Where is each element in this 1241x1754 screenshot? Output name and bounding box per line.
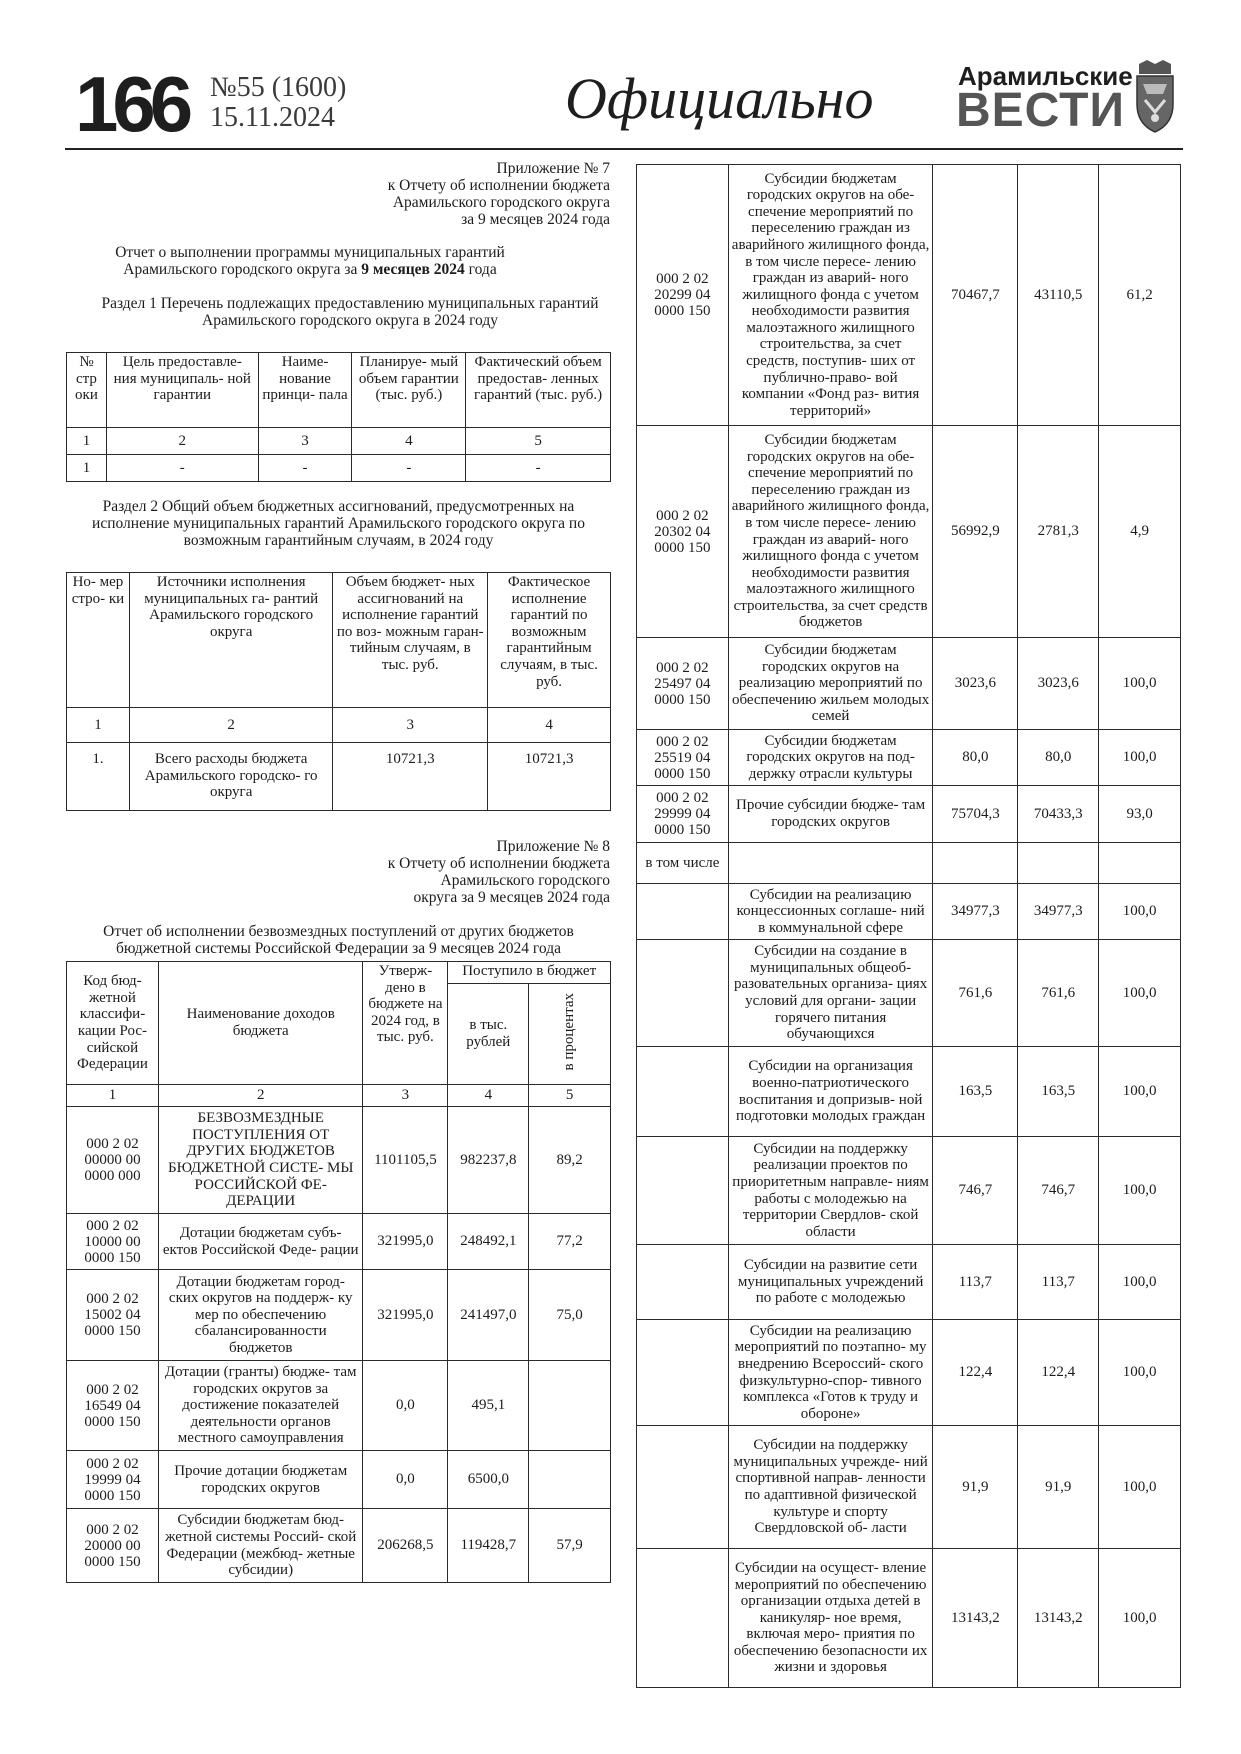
table-row: Субсидии на поддержку реализации проектов по приоритетным направле- ниям работы с молодежью на территории Свердлов- ской области 746,7 746,7 100,0 bbox=[637, 1137, 1181, 1245]
table-header-row: Но- мер стро- ки Источники исполнения муниципальных га- рантий Арамильского городского округа Объем бюджет- ных ассигнований на исполнение гарантий по воз- можным гаран- тийным случаям, в тыс. руб. Фактическое исполнение гарантий по возможным гарантийным случаям, в тыс. руб. bbox=[67, 573, 611, 708]
table-row: 000 2 02 10000 00 0000 150 Дотации бюджетам субъ- ектов Российской Феде- рации 321995,0 248492,1 77,2 bbox=[67, 1214, 611, 1270]
table-row: Субсидии на реализацию мероприятий по поэтапно- му внедрению Всероссий- ского физкультурно-спор- тивного комплекса «Готов к труду и обороне» 122,4 122,4 100,0 bbox=[637, 1320, 1181, 1426]
section-title: Официально bbox=[565, 66, 874, 131]
table-row: Субсидии на поддержку муниципальных учрежде- ний спортивной направ- ленности по адаптивной физической культуре и спорту Свердловской об- ласти 91,9 91,9 100,0 bbox=[637, 1426, 1181, 1549]
appendix8-reference: Приложение № 8 к Отчету об исполнении бюджета Арамильского городского округа за 9 месяцев 2024 года bbox=[387, 838, 610, 906]
table-index-row: 1 2 3 4 5 bbox=[67, 428, 611, 455]
table-row: 000 2 02 25497 04 0000 150 Субсидии бюджетам городских округов на реализацию мероприятий по обеспечению жильем молодых семей 3023,6 3023,6 100,0 bbox=[637, 638, 1181, 730]
issue-number: №55 (1600) bbox=[210, 72, 347, 103]
issue-date: 15.11.2024 bbox=[210, 102, 335, 133]
table-row: Субсидии на организация военно-патриотического воспитания и допризыв- ной подготовки молодых граждан 163,5 163,5 100,0 bbox=[637, 1047, 1181, 1137]
section2-title: Раздел 2 Общий объем бюджетных ассигнований, предусмотренных на исполнение муниципальных гарантий Арамильского городского округа по возможным гарантийным случаям, в 2024 году bbox=[92, 498, 585, 549]
table-row: в том числе bbox=[637, 843, 1181, 884]
appendix7-reference: Приложение № 7 к Отчету об исполнении бюджета Арамильского городского округа за 9 месяцев 2024 года bbox=[387, 160, 610, 228]
transfers-table bbox=[66, 961, 611, 1583]
table-header-subrow: в тыс. рублей в процентах bbox=[67, 984, 611, 1085]
guarantee-allocations-table bbox=[66, 572, 611, 811]
page-number: 166 bbox=[75, 60, 188, 148]
newspaper-logo-top: Арамильские bbox=[958, 61, 1133, 91]
table-row: 000 2 02 19999 04 0000 150 Прочие дотации бюджетам городских округов 0,0 6500,0 bbox=[67, 1451, 611, 1509]
table-index-row: 1 2 3 4 5 bbox=[67, 1085, 611, 1107]
transfers-table-continued bbox=[636, 164, 1181, 1688]
table-row: 000 2 02 20299 04 0000 150 Субсидии бюджетам городских округов на обе- спечение мероприятий по переселению граждан из аварийного жилищного фонда, в том числе пересе- лению граждан из аварий- ного жилищного фонда с учетом необходимости развития малоэтажного жилищного строительства, за счет средств, поступив- ших от публично-право- вой компании «Фонд раз- вития территорий» 70467,7 43110,5 61,2 bbox=[637, 165, 1181, 426]
coat-of-arms-icon bbox=[1133, 60, 1177, 134]
table-row: 000 2 02 20000 00 0000 150 Субсидии бюджетам бюд- жетной системы Россий- ской Федерации (межбюд- жетные субсидии) 206268,5 119428,7 57,9 bbox=[67, 1509, 611, 1583]
section1-title: Раздел 1 Перечень подлежащих предоставлению муниципальных гарантий Арамильского городского округа в 2024 году bbox=[101, 295, 599, 329]
newspaper-logo-bottom: ВЕСТИ bbox=[956, 84, 1125, 137]
table-header-row: № стр оки Цель предоставле- ния муниципаль- ной гарантии Наиме- нование принци- пала Планируе- мый объем гарантии (тыс. руб.) Фактический объем предостав- ленных гарантий (тыс. руб.) bbox=[67, 353, 611, 428]
table-index-row: 1 2 3 4 bbox=[67, 708, 611, 743]
table-row: Субсидии на осущест- вление мероприятий по обеспечению организации отдыха детей в каникуляр- ное время, включая меро- приятия по обеспечению безопасности их жизни и здоровья 13143,2 13143,2 100,0 bbox=[637, 1549, 1181, 1688]
page-header bbox=[65, 58, 1183, 150]
table-row: 000 2 02 29999 04 0000 150 Прочие субсидии бюдже- там городских округов 75704,3 70433,3 93,0 bbox=[637, 786, 1181, 843]
appendix7-title: Отчет о выполнении программы муниципальных гарантий Арамильского городского округа за 9 месяцев 2024 года bbox=[115, 244, 505, 278]
table-row: 000 2 02 25519 04 0000 150 Субсидии бюджетам городских округов на под- держку отрасли культуры 80,0 80,0 100,0 bbox=[637, 730, 1181, 786]
table-row: Субсидии на развитие сети муниципальных учреждений по работе с молодежью 113,7 113,7 100,0 bbox=[637, 1245, 1181, 1320]
table-row: 000 2 02 15002 04 0000 150 Дотации бюджетам город- ских округов на поддерж- ку мер по обеспечению сбалансированности бюджетов 321995,0 241497,0 75,0 bbox=[67, 1270, 611, 1361]
table-row: 000 2 02 16549 04 0000 150 Дотации (гранты) бюдже- там городских округов за достижение показателей деятельности органов местного самоуправления 0,0 495,1 bbox=[67, 1361, 611, 1451]
guarantees-table bbox=[66, 352, 611, 482]
table-header-row: Код бюд- жетной классифи- кации Рос- сийской Федерации Наименование доходов бюджета Утверж- дено в бюджете на 2024 год, в тыс. руб. Поступило в бюджет bbox=[67, 962, 611, 984]
table-row: 000 2 02 20302 04 0000 150 Субсидии бюджетам городских округов на обе- спечение мероприятий по переселению граждан из аварийного жилищного фонда, в том числе пересе- лению граждан из аварий- ного жилищного фонда с учетом необходимости развития малоэтажного жилищного строительства, за счет средств бюджетов 56992,9 2781,3 4,9 bbox=[637, 426, 1181, 638]
table-row: Субсидии на создание в муниципальных общеоб- разовательных организа- циях условий для органи- зации горячего питания обучающихся 761,6 761,6 100,0 bbox=[637, 940, 1181, 1047]
table-row: 1. Всего расходы бюджета Арамильского городско- го округа 10721,3 10721,3 bbox=[67, 743, 611, 811]
header-rule bbox=[65, 148, 1183, 150]
table-row: Субсидии на реализацию концессионных соглаше- ний в коммунальной сфере 34977,3 34977,3 100,0 bbox=[637, 884, 1181, 940]
appendix8-title: Отчет об исполнении безвозмездных поступлений от других бюджетов бюджетной системы Российской Федерации за 9 месяцев 2024 года bbox=[103, 923, 574, 957]
table-row: 000 2 02 00000 00 0000 000 БЕЗВОЗМЕЗДНЫЕ ПОСТУПЛЕНИЯ ОТ ДРУГИХ БЮДЖЕТОВ БЮДЖЕТНОЙ СИСТЕ- МЫ РОССИЙСКОЙ ФЕ- ДЕРАЦИИ 1101105,5 982237,8 89,2 bbox=[67, 1107, 611, 1214]
table-row: 1 - - - - bbox=[67, 455, 611, 482]
